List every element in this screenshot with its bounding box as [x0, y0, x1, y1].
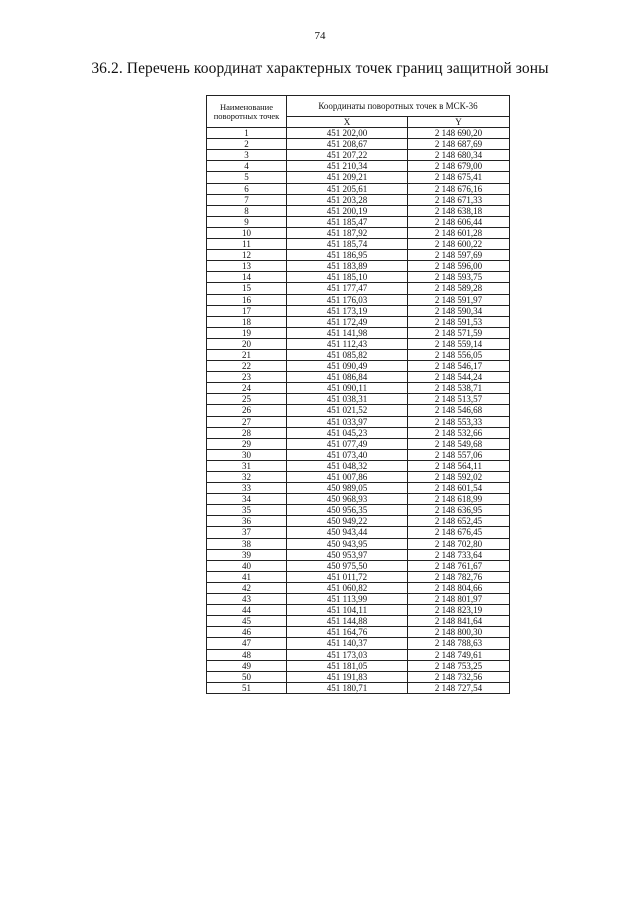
table-row: [207, 272, 510, 283]
x-coordinate-cell: 451 203,28: [287, 194, 408, 205]
table-row: [207, 405, 510, 416]
y-coordinate-cell: 2 148 671,33: [408, 194, 510, 205]
table-row: [207, 427, 510, 438]
y-coordinate-cell: 2 148 800,30: [408, 627, 510, 638]
table-row: [207, 549, 510, 560]
point-number-cell: 26: [207, 405, 287, 416]
y-coordinate-cell: 2 148 801,97: [408, 594, 510, 605]
table-body: [207, 128, 510, 694]
point-number-cell: 31: [207, 460, 287, 471]
x-coordinate-cell: 450 949,22: [287, 516, 408, 527]
point-number-cell: 11: [207, 239, 287, 250]
x-coordinate-cell: 451 207,22: [287, 150, 408, 161]
y-coordinate-cell: 2 148 733,64: [408, 549, 510, 560]
table-row: [207, 660, 510, 671]
y-coordinate-cell: 2 148 788,63: [408, 638, 510, 649]
x-coordinate-cell: 451 173,03: [287, 649, 408, 660]
header-x: X: [287, 117, 408, 128]
point-number-cell: 15: [207, 283, 287, 294]
table-row: [207, 671, 510, 682]
point-number-cell: 7: [207, 194, 287, 205]
x-coordinate-cell: 450 968,93: [287, 494, 408, 505]
x-coordinate-cell: 451 007,86: [287, 472, 408, 483]
table-row: [207, 394, 510, 405]
x-coordinate-cell: 451 202,00: [287, 128, 408, 139]
table-row: [207, 627, 510, 638]
x-coordinate-cell: 451 185,74: [287, 239, 408, 250]
table-row: [207, 294, 510, 305]
point-number-cell: 18: [207, 316, 287, 327]
point-number-cell: 12: [207, 250, 287, 261]
table-row: [207, 349, 510, 360]
point-number-cell: 32: [207, 472, 287, 483]
y-coordinate-cell: 2 148 618,99: [408, 494, 510, 505]
table-row: [207, 505, 510, 516]
point-number-cell: 44: [207, 605, 287, 616]
y-coordinate-cell: 2 148 532,66: [408, 427, 510, 438]
x-coordinate-cell: 451 185,10: [287, 272, 408, 283]
table-row: [207, 305, 510, 316]
x-coordinate-cell: 451 180,71: [287, 682, 408, 693]
x-coordinate-cell: 451 045,23: [287, 427, 408, 438]
point-number-cell: 41: [207, 571, 287, 582]
point-number-cell: 39: [207, 549, 287, 560]
table-row: [207, 327, 510, 338]
x-coordinate-cell: 451 187,92: [287, 227, 408, 238]
y-coordinate-cell: 2 148 687,69: [408, 139, 510, 150]
table-row: [207, 605, 510, 616]
y-coordinate-cell: 2 148 571,59: [408, 327, 510, 338]
y-coordinate-cell: 2 148 556,05: [408, 349, 510, 360]
point-number-cell: 16: [207, 294, 287, 305]
point-number-cell: 4: [207, 161, 287, 172]
y-coordinate-cell: 2 148 549,68: [408, 438, 510, 449]
y-coordinate-cell: 2 148 638,18: [408, 205, 510, 216]
point-number-cell: 20: [207, 338, 287, 349]
table-row: [207, 383, 510, 394]
table-row: [207, 472, 510, 483]
x-coordinate-cell: 451 011,72: [287, 571, 408, 582]
y-coordinate-cell: 2 148 564,11: [408, 460, 510, 471]
x-coordinate-cell: 451 060,82: [287, 582, 408, 593]
y-coordinate-cell: 2 148 593,75: [408, 272, 510, 283]
point-number-cell: 50: [207, 671, 287, 682]
table-row: [207, 449, 510, 460]
point-number-cell: 19: [207, 327, 287, 338]
x-coordinate-cell: 451 185,47: [287, 216, 408, 227]
point-number-cell: 24: [207, 383, 287, 394]
y-coordinate-cell: 2 148 636,95: [408, 505, 510, 516]
x-coordinate-cell: 451 077,49: [287, 438, 408, 449]
table-row: [207, 616, 510, 627]
y-coordinate-cell: 2 148 538,71: [408, 383, 510, 394]
point-number-cell: 46: [207, 627, 287, 638]
x-coordinate-cell: 451 033,97: [287, 416, 408, 427]
point-number-cell: 17: [207, 305, 287, 316]
x-coordinate-cell: 451 181,05: [287, 660, 408, 671]
point-number-cell: 14: [207, 272, 287, 283]
point-number-cell: 6: [207, 183, 287, 194]
y-coordinate-cell: 2 148 727,54: [408, 682, 510, 693]
point-number-cell: 5: [207, 172, 287, 183]
point-number-cell: 48: [207, 649, 287, 660]
y-coordinate-cell: 2 148 606,44: [408, 216, 510, 227]
table-row: [207, 194, 510, 205]
x-coordinate-cell: 451 085,82: [287, 349, 408, 360]
table-row: [207, 438, 510, 449]
y-coordinate-cell: 2 148 732,56: [408, 671, 510, 682]
coordinates-table: [206, 95, 510, 694]
table-row: [207, 460, 510, 471]
table-row: [207, 172, 510, 183]
point-number-cell: 9: [207, 216, 287, 227]
x-coordinate-cell: 451 073,40: [287, 449, 408, 460]
table-row: [207, 139, 510, 150]
x-coordinate-cell: 450 956,35: [287, 505, 408, 516]
y-coordinate-cell: 2 148 596,00: [408, 261, 510, 272]
x-coordinate-cell: 451 090,11: [287, 383, 408, 394]
table-row: [207, 483, 510, 494]
table-row: [207, 283, 510, 294]
point-number-cell: 21: [207, 349, 287, 360]
table-row: [207, 216, 510, 227]
y-coordinate-cell: 2 148 680,34: [408, 150, 510, 161]
point-number-cell: 51: [207, 682, 287, 693]
table-row: [207, 361, 510, 372]
y-coordinate-cell: 2 148 544,24: [408, 372, 510, 383]
x-coordinate-cell: 451 112,43: [287, 338, 408, 349]
point-number-cell: 34: [207, 494, 287, 505]
table-row: [207, 183, 510, 194]
y-coordinate-cell: 2 148 782,76: [408, 571, 510, 582]
x-coordinate-cell: 451 186,95: [287, 250, 408, 261]
x-coordinate-cell: 451 210,34: [287, 161, 408, 172]
x-coordinate-cell: 450 943,95: [287, 538, 408, 549]
table-row: [207, 682, 510, 693]
y-coordinate-cell: 2 148 546,68: [408, 405, 510, 416]
table-row: [207, 538, 510, 549]
x-coordinate-cell: 450 989,05: [287, 483, 408, 494]
point-number-cell: 3: [207, 150, 287, 161]
table-row: [207, 560, 510, 571]
table-row: [207, 649, 510, 660]
table-row: [207, 527, 510, 538]
header-coordinates-group: Координаты поворотных точек в МСК-36: [287, 96, 510, 117]
point-number-cell: 43: [207, 594, 287, 605]
x-coordinate-cell: 451 048,32: [287, 460, 408, 471]
y-coordinate-cell: 2 148 513,57: [408, 394, 510, 405]
x-coordinate-cell: 451 177,47: [287, 283, 408, 294]
table-row: [207, 128, 510, 139]
page-number: 74: [314, 30, 326, 42]
y-coordinate-cell: 2 148 753,25: [408, 660, 510, 671]
point-number-cell: 47: [207, 638, 287, 649]
y-coordinate-cell: 2 148 690,20: [408, 128, 510, 139]
y-coordinate-cell: 2 148 597,69: [408, 250, 510, 261]
y-coordinate-cell: 2 148 557,06: [408, 449, 510, 460]
table-row: [207, 594, 510, 605]
point-number-cell: 28: [207, 427, 287, 438]
x-coordinate-cell: 451 090,49: [287, 361, 408, 372]
x-coordinate-cell: 451 021,52: [287, 405, 408, 416]
y-coordinate-cell: 2 148 559,14: [408, 338, 510, 349]
x-coordinate-cell: 451 176,03: [287, 294, 408, 305]
x-coordinate-cell: 451 104,11: [287, 605, 408, 616]
x-coordinate-cell: 451 208,67: [287, 139, 408, 150]
x-coordinate-cell: 451 086,84: [287, 372, 408, 383]
point-number-cell: 40: [207, 560, 287, 571]
point-number-cell: 10: [207, 227, 287, 238]
point-number-cell: 22: [207, 361, 287, 372]
y-coordinate-cell: 2 148 841,64: [408, 616, 510, 627]
y-coordinate-cell: 2 148 591,53: [408, 316, 510, 327]
point-number-cell: 36: [207, 516, 287, 527]
x-coordinate-cell: 451 172,49: [287, 316, 408, 327]
x-coordinate-cell: 451 183,89: [287, 261, 408, 272]
point-number-cell: 27: [207, 416, 287, 427]
header-point-name: Наименование поворотных точек: [207, 96, 287, 128]
point-number-cell: 38: [207, 538, 287, 549]
y-coordinate-cell: 2 148 601,28: [408, 227, 510, 238]
y-coordinate-cell: 2 148 675,41: [408, 172, 510, 183]
y-coordinate-cell: 2 148 589,28: [408, 283, 510, 294]
point-number-cell: 35: [207, 505, 287, 516]
table-row: [207, 516, 510, 527]
table-row: [207, 638, 510, 649]
table-row: [207, 150, 510, 161]
point-number-cell: 23: [207, 372, 287, 383]
point-number-cell: 30: [207, 449, 287, 460]
point-number-cell: 45: [207, 616, 287, 627]
point-number-cell: 37: [207, 527, 287, 538]
table-row: [207, 494, 510, 505]
x-coordinate-cell: 451 141,98: [287, 327, 408, 338]
point-number-cell: 25: [207, 394, 287, 405]
table-row: [207, 571, 510, 582]
y-coordinate-cell: 2 148 592,02: [408, 472, 510, 483]
header-y: Y: [408, 117, 510, 128]
y-coordinate-cell: 2 148 761,67: [408, 560, 510, 571]
y-coordinate-cell: 2 148 590,34: [408, 305, 510, 316]
point-number-cell: 29: [207, 438, 287, 449]
table-row: [207, 338, 510, 349]
table-row: [207, 227, 510, 238]
y-coordinate-cell: 2 148 749,61: [408, 649, 510, 660]
y-coordinate-cell: 2 148 601,54: [408, 483, 510, 494]
x-coordinate-cell: 451 173,19: [287, 305, 408, 316]
point-number-cell: 33: [207, 483, 287, 494]
table-row: [207, 161, 510, 172]
x-coordinate-cell: 451 038,31: [287, 394, 408, 405]
y-coordinate-cell: 2 148 676,16: [408, 183, 510, 194]
page-title: 36.2. Перечень координат характерных точек границ защитной зоны: [91, 60, 549, 77]
table-row: [207, 316, 510, 327]
table-row: [207, 582, 510, 593]
x-coordinate-cell: 451 191,83: [287, 671, 408, 682]
y-coordinate-cell: 2 148 652,45: [408, 516, 510, 527]
y-coordinate-cell: 2 148 676,45: [408, 527, 510, 538]
y-coordinate-cell: 2 148 804,66: [408, 582, 510, 593]
point-number-cell: 8: [207, 205, 287, 216]
x-coordinate-cell: 450 943,44: [287, 527, 408, 538]
table-row: [207, 372, 510, 383]
x-coordinate-cell: 451 200,19: [287, 205, 408, 216]
y-coordinate-cell: 2 148 553,33: [408, 416, 510, 427]
y-coordinate-cell: 2 148 823,19: [408, 605, 510, 616]
y-coordinate-cell: 2 148 600,22: [408, 239, 510, 250]
x-coordinate-cell: 451 140,37: [287, 638, 408, 649]
y-coordinate-cell: 2 148 702,80: [408, 538, 510, 549]
x-coordinate-cell: 451 209,21: [287, 172, 408, 183]
x-coordinate-cell: 451 144,88: [287, 616, 408, 627]
point-number-cell: 42: [207, 582, 287, 593]
table-row: [207, 250, 510, 261]
point-number-cell: 49: [207, 660, 287, 671]
x-coordinate-cell: 451 113,99: [287, 594, 408, 605]
x-coordinate-cell: 451 164,76: [287, 627, 408, 638]
y-coordinate-cell: 2 148 679,00: [408, 161, 510, 172]
x-coordinate-cell: 450 975,50: [287, 560, 408, 571]
point-number-cell: 13: [207, 261, 287, 272]
point-number-cell: 1: [207, 128, 287, 139]
y-coordinate-cell: 2 148 546,17: [408, 361, 510, 372]
table-row: [207, 416, 510, 427]
table-row: [207, 239, 510, 250]
x-coordinate-cell: 450 953,97: [287, 549, 408, 560]
y-coordinate-cell: 2 148 591,97: [408, 294, 510, 305]
table-row: [207, 261, 510, 272]
x-coordinate-cell: 451 205,61: [287, 183, 408, 194]
point-number-cell: 2: [207, 139, 287, 150]
table-row: [207, 205, 510, 216]
